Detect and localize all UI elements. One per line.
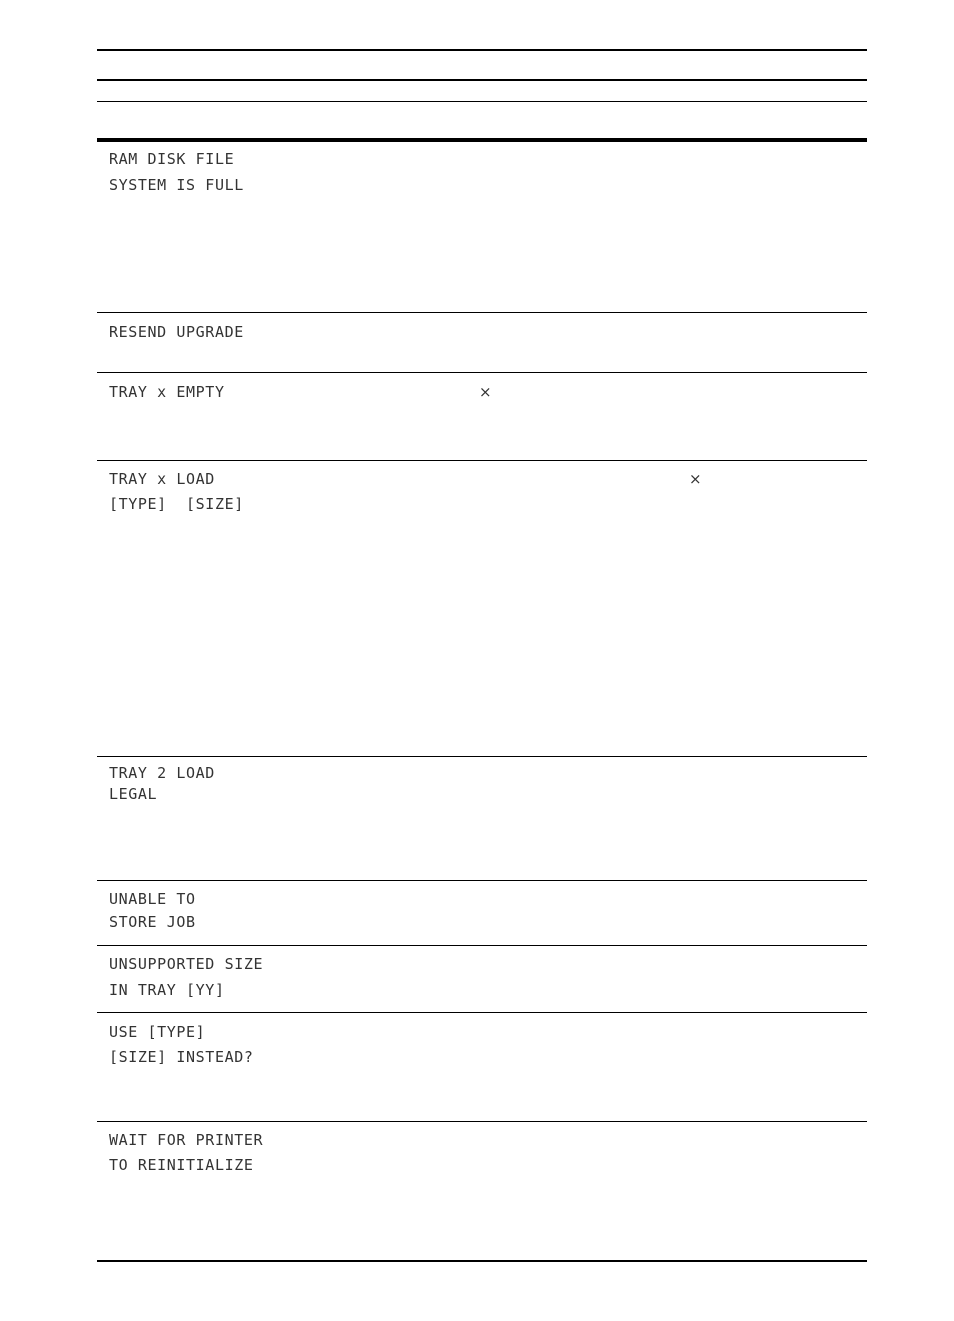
message-line2: IN TRAY [YY]: [109, 981, 225, 999]
message-line1: USE [TYPE]: [109, 1023, 206, 1041]
message-line2: SYSTEM IS FULL: [109, 176, 244, 194]
message-line2: [SIZE] INSTEAD?: [109, 1048, 254, 1066]
message-line2: [TYPE] [SIZE]: [109, 495, 244, 513]
message-line2: TO REINITIALIZE: [109, 1156, 254, 1174]
message-line1: RAM DISK FILE: [109, 150, 235, 168]
row-divider: [97, 312, 867, 313]
row-divider: [97, 460, 867, 461]
row-divider: [97, 880, 867, 881]
bottom-rule: [97, 1260, 867, 1262]
top-rule: [97, 49, 867, 51]
message-line1: UNSUPPORTED SIZE: [109, 955, 264, 973]
message-line2: LEGAL: [109, 785, 158, 803]
message-line1: WAIT FOR PRINTER: [109, 1131, 264, 1149]
row-divider: [97, 1012, 867, 1013]
message-line1: UNABLE TO: [109, 890, 196, 908]
message-line2: STORE JOB: [109, 913, 196, 931]
tray-number-mark: ×: [479, 383, 492, 401]
message-line1: TRAY x LOAD: [109, 470, 215, 488]
message-line1: TRAY 2 LOAD: [109, 764, 215, 782]
row-divider: [97, 756, 867, 757]
header-rule-1: [97, 79, 867, 81]
row-divider: [97, 945, 867, 946]
tray-number-mark: ×: [689, 470, 702, 488]
message-line1: RESEND UPGRADE: [109, 323, 244, 341]
row-divider: [97, 1121, 867, 1122]
row-divider: [97, 372, 867, 373]
message-line1: TRAY x EMPTY: [109, 383, 225, 401]
header-rule-2: [97, 101, 867, 102]
table-header-rule: [97, 138, 867, 142]
